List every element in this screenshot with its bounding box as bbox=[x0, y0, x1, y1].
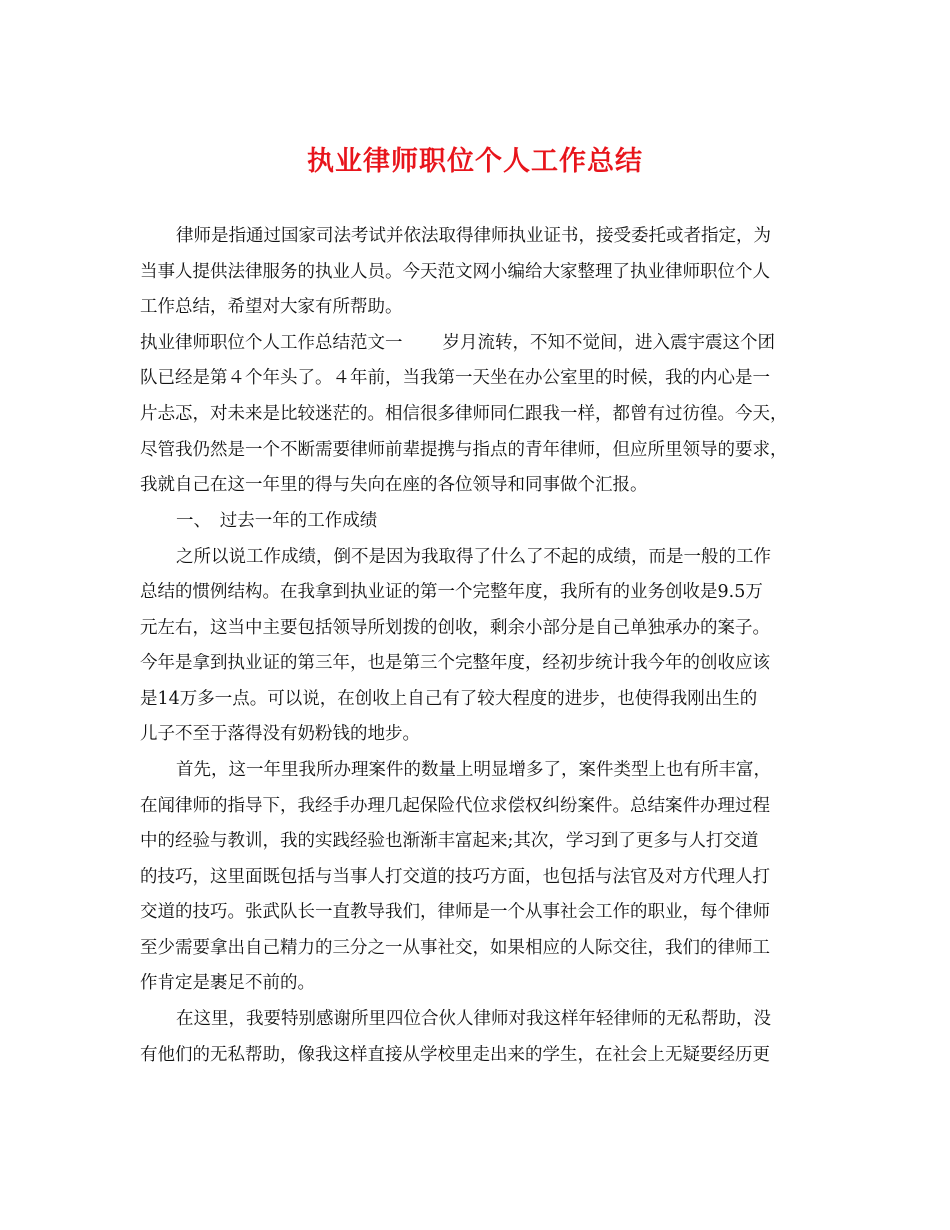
paragraph-line: 至少需要拿出自己精力的三分之一从事社交，如果相应的人际交往，我们的律师工 bbox=[140, 938, 770, 958]
paragraph-line: 在这里，我要特别感谢所里四位合伙人律师对我这样年轻律师的无私帮助，没 bbox=[176, 1009, 771, 1029]
paragraph-line-composite bbox=[140, 330, 775, 356]
paragraph-line: 片忐忑，对未来是比较迷茫的。相信很多律师同仁跟我一样，都曾有过彷徨。今天， bbox=[140, 404, 788, 424]
paragraph-line: 交道的技巧。张武队长一直教导我们，律师是一个从事社会工作的职业，每个律师 bbox=[140, 902, 770, 922]
section-heading: 一、 过去一年的工作成绩 bbox=[176, 511, 378, 531]
paragraph-line: 有他们的无私帮助，像我这样直接从学校里走出来的学生，在社会上无疑要经历更 bbox=[140, 1045, 770, 1065]
paragraph-line: 儿子不至于落得没有奶粉钱的地步。 bbox=[140, 724, 420, 744]
paragraph-line: 工作总结，希望对大家有所帮助。 bbox=[140, 297, 403, 317]
paragraph-line: 今年是拿到执业证的第三年，也是第三个完整年度，经初步统计我今年的创收应该 bbox=[140, 653, 770, 673]
paragraph-text: 岁月流转，不知不觉间，进入震宇震这个团 bbox=[442, 333, 775, 353]
paragraph-line: 之所以说工作成绩，倒不是因为我取得了什么了不起的成绩，而是一般的工作 bbox=[176, 547, 771, 567]
paragraph-line: 作肯定是裹足不前的。 bbox=[140, 973, 315, 993]
paragraph-line: 我就自己在这一年里的得与失向在座的各位领导和同事做个汇报。 bbox=[140, 475, 648, 495]
paragraph-line: 元左右，这当中主要包括领导所划拨的创收，剩余小部分是自己单独承办的案子。 bbox=[140, 618, 770, 638]
paragraph-line: 在闻律师的指导下，我经手办理几起保险代位求偿权纠纷案件。总结案件办理过程 bbox=[140, 796, 770, 816]
paragraph-line: 中的经验与教训，我的实践经验也渐渐丰富起来;其次，学习到了更多与人打交道 bbox=[140, 831, 759, 851]
paragraph-line: 首先，这一年里我所办理案件的数量上明显增多了，案件类型上也有所丰富， bbox=[176, 760, 771, 780]
paragraph-line: 的技巧，这里面既包括与当事人打交道的技巧方面，也包括与法官及对方代理人打 bbox=[140, 867, 770, 887]
paragraph-line: 律师是指通过国家司法考试并依法取得律师执业证书，接受委托或者指定，为 bbox=[176, 226, 771, 246]
paragraph-line: 当事人提供法律服务的执业人员。今天范文网小编给大家整理了执业律师职位个人 bbox=[140, 262, 770, 282]
paragraph-line: 总结的惯例结构。在我拿到执业证的第一个完整年度，我所有的业务创收是9.5万 bbox=[140, 582, 763, 602]
paragraph-line: 队已经是第４个年头了。４年前，当我第一天坐在办公室里的时候，我的内心是一 bbox=[140, 368, 770, 388]
paragraph-line: 是14万多一点。可以说，在创收上自己有了较大程度的进步，也使得我刚出生的 bbox=[140, 689, 758, 709]
paragraph-line: 尽管我仍然是一个不断需要律师前辈提携与指点的青年律师，但应所里领导的要求， bbox=[140, 440, 788, 460]
document-title: 执业律师职位个人工作总结 bbox=[307, 146, 643, 177]
section-heading-inline: 执业律师职位个人工作总结范文一 bbox=[140, 333, 403, 353]
